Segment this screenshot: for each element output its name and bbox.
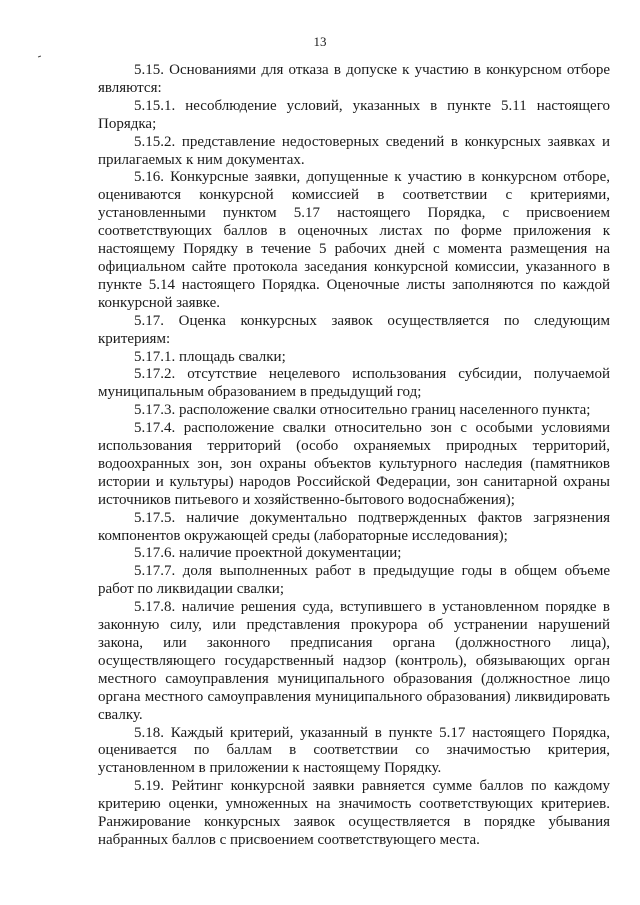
scan-artifact-mark <box>38 56 41 58</box>
paragraph-5-15: 5.15. Основаниями для отказа в допуске к участию в конкурсном отборе являются: <box>98 62 610 96</box>
paragraph-5-17-8: 5.17.8. наличие решения суда, вступившего в установленном порядке в законную силу, или представления прокурора об устранении нарушений закона, или законного предписания органа (должностного лица), осуществляющего государственный надзор (контроль), обязывающих орган местного самоуправления муниципального образования (должностное лицо органа местного самоуправления муниципального образования) ликвидировать свалку. <box>98 599 610 723</box>
paragraph-5-17-1: 5.17.1. площадь свалки; <box>134 348 286 365</box>
paragraph-5-15-2: 5.15.2. представление недостоверных сведений в конкурсных заявках и прилагаемых к ним документах. <box>98 133 610 168</box>
paragraph-5-17-3: 5.17.3. расположение свалки относительно границ населенного пункта; <box>134 402 591 419</box>
paragraph-5-18: 5.18. Каждый критерий, указанный в пункте 5.17 настоящего Порядка, оценивается по баллам в соответствии со значимостью критерия, установленном в приложении к настоящему Порядку. <box>98 724 610 777</box>
paragraph-5-17-6: 5.17.6. наличие проектной документации; <box>134 545 402 562</box>
paragraph-5-17: 5.17. Оценка конкурсных заявок осуществляется по следующим критериям: <box>98 312 610 347</box>
page-number: 13 <box>313 34 327 49</box>
paragraph-5-19: 5.19. Рейтинг конкурсной заявки равняется сумме баллов по каждому критерию оценки, умноженных на значимость соответствующих критериев. Ранжирование конкурсных заявок осуществляется в порядке убывания набранных баллов с присвоением соответствующего места. <box>98 778 610 848</box>
document-body <box>98 62 610 850</box>
paragraph-5-17-2: 5.17.2. отсутствие нецелевого использования субсидии, получаемой муниципальным образованием в предыдущий год; <box>98 366 610 401</box>
paragraph-5-17-4: 5.17.4. расположение свалки относительно зон с особыми условиями использования территорий (особо охраняемых природных территорий, водоохранных зон, зон охраны объектов культурного наследия (памятников истории и культуры) народов Российской Федерации, зон санитарной охраны источников питьевого и хозяйственно-бытового водоснабжения); <box>98 420 610 508</box>
paragraph-5-15-1: 5.15.1. несоблюдение условий, указанных в пункте 5.11 настоящего Порядка; <box>98 97 610 132</box>
paragraph-5-17-5: 5.17.5. наличие документально подтвержденных фактов загрязнения компонентов окружающей среды (лабораторные исследования); <box>98 509 610 544</box>
paragraph-5-16: 5.16. Конкурсные заявки, допущенные к участию в конкурсном отборе, оцениваются конкурсной комиссией в соответствии с критериями, установленными пунктом 5.17 настоящего Порядка, с присвоением соответствующих баллов в оценочных листах по форме приложения к настоящему Порядку в течение 5 рабочих дней с момента размещения на официальном сайте протокола заседания конкурсной комиссии, указанного в пункте 5.14 настоящего Порядка. Оценочные листы заполняются по каждой конкурсной заявке. <box>98 169 610 311</box>
paragraph-5-17-7: 5.17.7. доля выполненных работ в предыдущие годы в общем объеме работ по ликвидации свалки; <box>98 563 610 598</box>
